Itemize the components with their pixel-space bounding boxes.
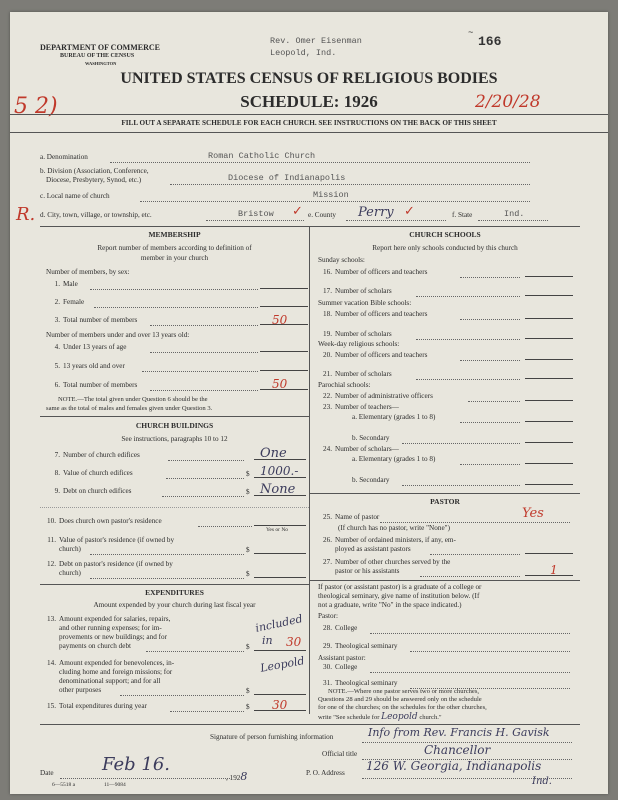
pastor-sub-label: Pastor: [318, 612, 338, 620]
q23b-answer-box[interactable] [525, 442, 573, 443]
q10-answer-box[interactable] [254, 525, 306, 526]
membership-note-1: NOTE.—The total given under Question 6 should be the [58, 396, 208, 403]
q8: 8. Value of church edifices [54, 469, 133, 477]
weekday-label: Week-day religious schools: [318, 340, 400, 348]
asst-pastor-label: Assistant pastor: [318, 654, 366, 662]
q5-answer-box[interactable] [260, 370, 308, 371]
q9-value: None [260, 482, 296, 497]
county-value: Perry [358, 205, 394, 220]
local-name-value: Mission [313, 190, 349, 200]
q4: 4. Under 13 years of age [54, 343, 127, 351]
q27-cont: pastor or his assistants [335, 567, 400, 575]
q31: 31. Theological seminary [323, 679, 398, 687]
q26-answer-box[interactable] [525, 553, 573, 554]
q1-answer-box[interactable] [260, 288, 308, 289]
check-mark-icon-2: ✓ [404, 203, 415, 218]
denomination-value: Roman Catholic Church [208, 151, 316, 161]
q13: 13. Amount expended for salaries, repairs, [47, 615, 171, 623]
serial-number: 166 [478, 34, 502, 49]
division-value: Diocese of Indianapolis [228, 173, 346, 183]
hand-in: in [262, 634, 273, 647]
local-name-label: c. Local name of church [40, 192, 110, 200]
q13-line4: payments on church debt [59, 642, 132, 650]
q26: 26. Number of ordained ministers, if any, em- [323, 536, 456, 544]
pastor-note-1: NOTE.—Where one pastor serves two or more churches, [328, 688, 480, 695]
buildings-sub: See instructions, paragraphs 10 to 12 [121, 435, 228, 443]
census-schedule-page: DEPARTMENT OF COMMERCE BUREAU OF THE CENSUS WASHINGTON Rev. Omer Eisenman Leopold, Ind. ~ 166 UNITED STATES CENSUS OF RELIGIOUS BODIES SCHEDULE: 1926 5 2) 2/20/28 FILL OUT A SEPARATE SCHEDULE FOR EACH CHURCH. SEE INSTRUCTIONS ON THE BACK OF THIS SHEET a. Denomination Roman Catholic Church b. Division (Association, Conference, Diocese, Presbytery, Synod, etc.) Diocese of Indianapolis c. Local name of church Mission R. d. City, town, village, or township, etc. Bristow ✓ e. County Perry ✓ f. State Ind. MEMBERSHIP Report number of members according to definition of member in your church Number of members, by sex: 1. Male 2. Female 3. Total number of members 50 Number of members under and over 13 years old: 4. Under 13 years of age 5. 13 years old and over 6. Total number of members 50 NOTE.—The total given under Question 6 should be the same as the total of males and females given under Question 3. CHURCH BUILDINGS See instructions, paragraphs 10 to 12 7. Number of church edifices One 8. Value of church edifices $ 1000.- 9. Debt on church edifices $ None 10. Does church own pastor's residence Yes or No 11. Value of pastor's residence (if owned by church) $ 12. Debt on pastor's residence (if owned by church) $ EXPENDITURES Amount expended by your church during last fiscal year 13. Amount expended for salaries, repairs, and other running expenses; for im- provements or new buildings; and for payments on church debt $ included in Leopold 14. Amount expended for benevolences, in- cluding home and foreign missions; for denominational support; and for all other purposes $ 30 15. Total expenditures during year $ 30 CHURCH SCHOOLS Report here only schools conducted by this church Sunday schools: 16. Number of officers and teachers 17. Number of scholars Summer vacation Bible schools: 18. Number of officers and teachers 19. Number of scholars Week-day religious schools: 20. Number of officers and teachers 21. Number of scholars Parochial schools: 22. Number of administrative officers 23. Number of teachers— a. Elementary (grades 1 to 8) b. Secondary 24. Number of scholars— a. Elementary (grades 1 to 8) b. Secondary PASTOR 25. Name of pastor Yes (If church has no pastor, write "None") 26. Number of ordained ministers, if any, em- ployed as assistant pastors 27. Number of other churches served by the pastor or his assistants 1 If pastor (or assistant pastor) is a graduate of a college or theological seminary, give name of institution below. (If not a graduate, write "No" in the space indicated.) Pastor: 28. College 29. Theological seminary Assistant pastor: 30. College 31. Theological seminary NOTE.—Where one pastor serves two or more churches, Questions 28 and 29 should be answered only on the schedule for one of the churches; on the schedules for the other churches, write "See schedule for Leopold church." Signature of person furnishing information Info from Rev. Francis H. Gavisk Official title Chancellor Date Feb 16. , 1928 P. O. Address 126 W. Georgia, Indianapolis Ind. 6—5518 a 11—9084 [10, 12, 608, 794]
q23a-answer-box[interactable] [525, 421, 573, 422]
po-address-state: Ind. [532, 776, 552, 787]
expenditures-heading: EXPENDITURES [145, 588, 204, 597]
po-address-value: 126 W. Georgia, Indianapolis [366, 759, 542, 773]
q8-value: 1000.- [260, 464, 299, 478]
hand-included: included [254, 612, 304, 635]
q27-answer-box[interactable] [525, 575, 573, 576]
q26-cont: ployed as assistant pastors [335, 545, 411, 553]
city-label: WASHINGTON [85, 61, 117, 66]
form-number-2: 11—9084 [104, 782, 126, 788]
q19: 19. Number of scholars [323, 330, 392, 338]
q12-cont: church) [59, 569, 81, 577]
q12-answer-box[interactable] [254, 577, 306, 578]
q11-answer-box[interactable] [254, 553, 306, 554]
q15-value: 30 [272, 698, 288, 712]
q14-line3: denominational support; and for all [59, 677, 161, 685]
signature-label: Signature of person furnishing information [210, 733, 334, 741]
date-label: Date [40, 769, 54, 777]
division-label-2: Diocese, Presbytery, Synod, etc.) [46, 176, 142, 184]
parochial-label: Parochial schools: [318, 381, 371, 389]
pastor-note-2: Questions 28 and 29 should be answered only on the schedule [318, 696, 482, 703]
q18-answer-box[interactable] [525, 318, 573, 319]
q6-value: 50 [272, 377, 288, 391]
denomination-label: a. Denomination [40, 153, 88, 161]
official-title-label: Official title [322, 750, 358, 758]
form-subtitle: SCHEDULE: 1926 [240, 92, 378, 111]
hand-leopold: Leopold [259, 654, 306, 675]
q30: 30. College [323, 663, 358, 671]
q11-cont: church) [59, 545, 81, 553]
q14-line4: other purposes [59, 686, 102, 694]
q18: 18. Number of officers and teachers [323, 310, 428, 318]
grad-text-3: not a graduate, write "No" in the space indicated.) [318, 601, 462, 609]
buildings-heading: CHURCH BUILDINGS [135, 421, 214, 430]
by-sex-label: Number of members, by sex: [46, 268, 130, 276]
q2: 2. Female [54, 298, 85, 306]
year-field: , 1928 [226, 770, 248, 783]
date-value: Feb 16. [102, 754, 171, 775]
q21-answer-box[interactable] [525, 378, 573, 379]
membership-sub-2: member in your church [140, 254, 209, 262]
schools-heading: CHURCH SCHOOLS [409, 230, 481, 239]
q6: 6. Total number of members [54, 381, 138, 389]
membership-note-2: same as the total of males and females given under Question 3. [46, 405, 213, 412]
q24b: b. Secondary [352, 476, 390, 484]
q19-answer-box[interactable] [525, 338, 573, 339]
form-number: 6—5518 a [52, 782, 76, 788]
q29: 29. Theological seminary [323, 642, 398, 650]
q16: 16. Number of officers and teachers [323, 268, 428, 276]
margin-r: R. [16, 204, 36, 225]
q17-answer-box[interactable] [525, 295, 573, 296]
state-label: f. State [452, 211, 473, 219]
q27: 27. Number of other churches served by the [323, 558, 451, 566]
grad-text-2: theological seminary, give name of institution below. (If [318, 592, 480, 600]
q20-answer-box[interactable] [525, 359, 573, 360]
q14: 14. Amount expended for benevolences, in- [47, 659, 175, 667]
age-heading: Number of members under and over 13 years old: [46, 331, 190, 339]
q5: 5. 13 years old and over [54, 362, 125, 370]
q13-line3: provements or new buildings; and for [59, 633, 167, 641]
q25: 25. Name of pastor [323, 513, 380, 521]
city-value: Bristow [238, 209, 274, 219]
q7: 7. Number of church edifices [54, 451, 140, 459]
bureau-label: BUREAU OF THE CENSUS [60, 53, 135, 59]
city-label: d. City, town, village, or township, etc. [40, 211, 152, 219]
yes-no-hint: Yes or No [266, 527, 289, 533]
schools-sub: Report here only schools conducted by this church [372, 244, 518, 252]
q23: 23. Number of teachers— [323, 403, 399, 411]
q24a-answer-box[interactable] [525, 463, 573, 464]
q17: 17. Number of scholars [323, 287, 392, 295]
q28: 28. College [323, 624, 358, 632]
q27-value: 1 [550, 563, 558, 577]
pastor-note-4: write "See schedule for Leopold church." [318, 712, 442, 722]
sunday-label: Sunday schools: [318, 256, 365, 264]
q22-answer-box[interactable] [525, 400, 573, 401]
margin-number: 5 2) [14, 94, 58, 119]
q15: 15. Total expenditures during year [47, 702, 147, 710]
q25-value: Yes [522, 506, 544, 521]
q10: 10. Does church own pastor's residence [47, 517, 162, 525]
division-label-1: b. Division (Association, Conference, [40, 167, 149, 175]
q23b: b. Secondary [352, 434, 390, 442]
q14-value: 30 [286, 635, 302, 649]
q11: 11. Value of pastor's residence (if owned by [47, 536, 175, 544]
q13-line2: and other running expenses; for im- [59, 624, 162, 632]
summer-label: Summer vacation Bible schools: [318, 299, 412, 307]
q14-line2: cluding home and foreign missions; for [59, 668, 173, 676]
dept-label: DEPARTMENT OF COMMERCE [40, 43, 161, 52]
pastor-heading: PASTOR [430, 497, 460, 506]
signature-value: Info from Rev. Francis H. Gavisk [368, 726, 550, 739]
check-mark-icon: ✓ [292, 203, 303, 218]
serial-mark: ~ [468, 28, 474, 38]
pastor-note-3: for one of the churches; on the schedules for the other churches, [318, 704, 487, 711]
official-title-value: Chancellor [424, 743, 491, 757]
q9: 9. Debt on church edifices [54, 487, 132, 495]
county-label: e. County [308, 211, 336, 219]
state-value: Ind. [504, 209, 525, 219]
q3-value: 50 [272, 313, 288, 327]
expenditures-sub: Amount expended by your church during last fiscal year [93, 601, 256, 609]
q24: 24. Number of scholars— [323, 445, 399, 453]
q16-answer-box[interactable] [525, 276, 573, 277]
membership-sub-1: Report number of members according to definition of [97, 244, 252, 252]
q21: 21. Number of scholars [323, 370, 392, 378]
q25-note: (If church has no pastor, write "None") [338, 524, 450, 532]
q22: 22. Number of administrative officers [323, 392, 433, 400]
q24a: a. Elementary (grades 1 to 8) [352, 455, 436, 463]
membership-heading: MEMBERSHIP [148, 230, 201, 239]
handwritten-date: 2/20/28 [475, 92, 541, 112]
po-address-label: P. O. Address [306, 769, 345, 777]
q12: 12. Debt on pastor's residence (if owned by [47, 560, 173, 568]
stamp-town: Leopold, Ind. [270, 48, 337, 58]
stamp-name: Rev. Omer Eisenman [270, 36, 362, 46]
q7-value: One [260, 446, 287, 461]
q23a: a. Elementary (grades 1 to 8) [352, 413, 436, 421]
q2-answer-box[interactable] [260, 306, 308, 307]
grad-text-1: If pastor (or assistant pastor) is a graduate of a college or [318, 583, 482, 591]
q24b-answer-box[interactable] [525, 484, 573, 485]
q14-answer-box[interactable] [254, 694, 306, 695]
q4-answer-box[interactable] [260, 351, 308, 352]
form-title: UNITED STATES CENSUS OF RELIGIOUS BODIES [120, 70, 498, 87]
q20: 20. Number of officers and teachers [323, 351, 428, 359]
q1: 1. Male [54, 280, 78, 288]
q13-answer-box[interactable] [254, 650, 306, 651]
q3: 3. Total number of members [54, 316, 138, 324]
instruction-line: FILL OUT A SEPARATE SCHEDULE FOR EACH CHURCH. SEE INSTRUCTIONS ON THE BACK OF THIS SHEET [121, 119, 497, 127]
